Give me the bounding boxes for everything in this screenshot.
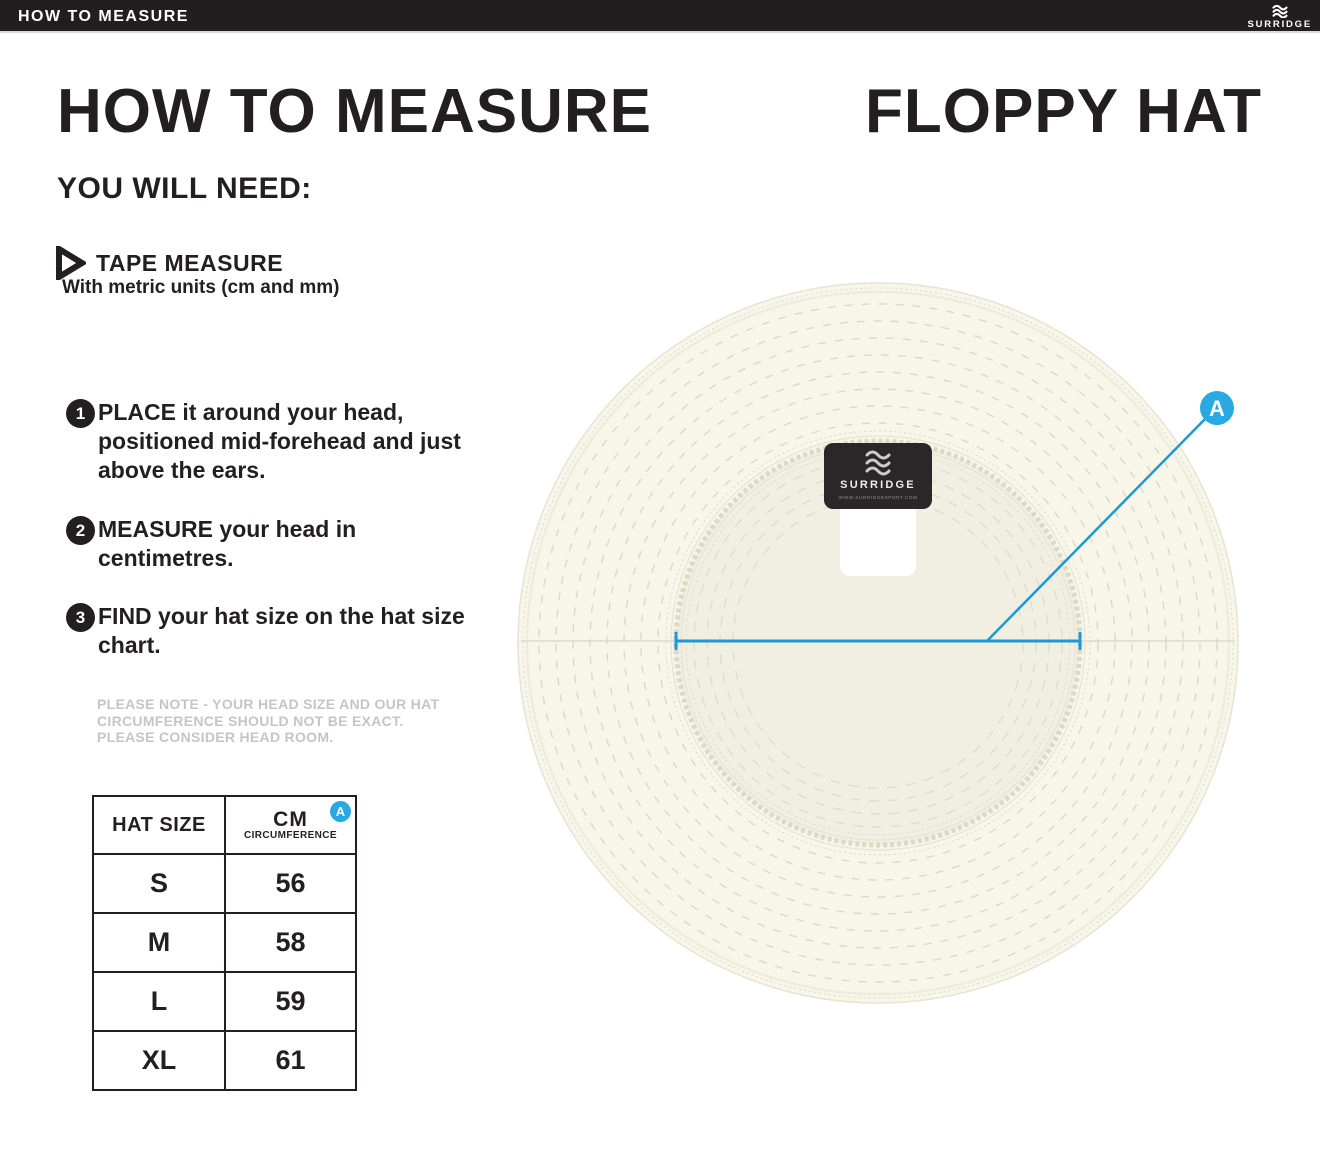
table-row xyxy=(93,854,356,913)
tool-label: TAPE MEASURE xyxy=(96,249,284,276)
column-header-hat-size: HAT SIZE xyxy=(93,796,225,854)
step-2-text: MEASURE your head in centimetres. xyxy=(98,516,357,571)
step-1-text: PLACE it around your head, positioned mid-forehead and just above the ears. xyxy=(98,399,461,483)
please-note-text: PLEASE NOTE - YOUR HEAD SIZE AND OUR HAT CIRCUMFERENCE SHOULD NOT BE EXACT. PLEASE CONSIDER HEAD ROOM. xyxy=(97,696,440,745)
size-cell: M xyxy=(93,913,225,972)
step-2 xyxy=(66,515,466,573)
step-3 xyxy=(66,602,466,660)
table-row xyxy=(93,1031,356,1090)
step-3-number-badge: 3 xyxy=(66,603,95,632)
you-will-need-heading: YOU WILL NEED: xyxy=(57,172,312,205)
tape-measure-icon xyxy=(55,246,86,280)
size-cell: XL xyxy=(93,1031,225,1090)
size-cell: L xyxy=(93,972,225,1031)
hat-label xyxy=(824,443,932,509)
tool-row xyxy=(55,246,283,280)
top-bar xyxy=(0,0,1320,33)
table-header-row xyxy=(93,796,356,854)
table-row xyxy=(93,972,356,1031)
cm-label: CM xyxy=(273,807,308,831)
step-2-number-badge: 2 xyxy=(66,516,95,545)
step-3-text: FIND your hat size on the hat size chart. xyxy=(98,603,465,658)
product-title: FLOPPY HAT xyxy=(865,77,1262,146)
size-cell: S xyxy=(93,854,225,913)
label-website-text: WWW.SURRIDGESPORT.COM xyxy=(838,496,918,501)
cm-cell: 56 xyxy=(225,854,356,913)
marker-a-letter: A xyxy=(1209,396,1225,421)
step-1 xyxy=(66,398,466,485)
top-bar-title: HOW TO MEASURE xyxy=(18,8,189,25)
column-header-cm-circumference xyxy=(225,796,356,854)
label-backing xyxy=(840,500,916,576)
cm-cell: 59 xyxy=(225,972,356,1031)
circumference-label: CIRCUMFERENCE xyxy=(244,829,337,841)
marker-a-badge xyxy=(1200,391,1234,425)
hat-size-table xyxy=(92,795,357,1091)
surridge-logo-text: SURRIDGE xyxy=(1247,18,1312,30)
marker-a-badge-table: A xyxy=(330,801,351,822)
page-title: HOW TO MEASURE xyxy=(57,77,652,146)
tool-detail: With metric units (cm and mm) xyxy=(62,277,340,298)
cm-cell: 58 xyxy=(225,913,356,972)
step-1-number-badge: 1 xyxy=(66,399,95,428)
surridge-logo xyxy=(1247,1,1312,33)
label-brand-text: SURRIDGE xyxy=(840,479,916,491)
cm-cell: 61 xyxy=(225,1031,356,1090)
floppy-hat-illustration xyxy=(510,280,1250,1020)
table-row xyxy=(93,913,356,972)
surridge-s-icon xyxy=(1270,5,1290,18)
